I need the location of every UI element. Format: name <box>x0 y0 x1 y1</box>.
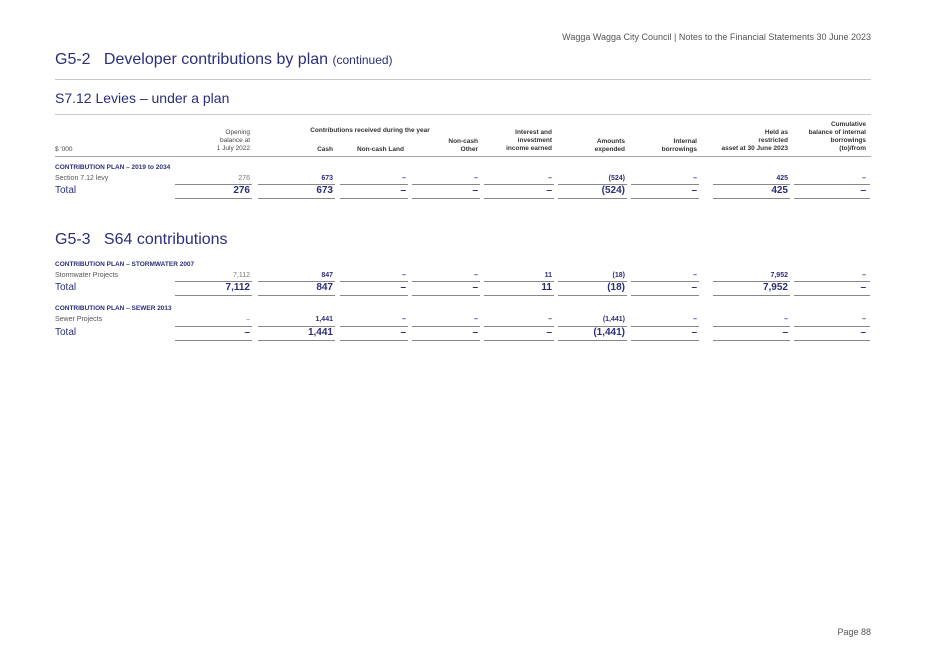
total-rule <box>794 281 870 282</box>
cell-interest: 11 <box>544 272 552 279</box>
cell-noncash-land: – <box>402 316 406 323</box>
cell-internal: – <box>693 272 697 279</box>
total-rule <box>340 184 408 185</box>
section-title-g5-3 <box>55 231 228 249</box>
total-rule <box>558 340 627 341</box>
document-header: Wagga Wagga City Council | Notes to the Financial Statements 30 June 2023 <box>562 32 871 42</box>
total-cash: 1,441 <box>307 327 333 338</box>
subsection-divider <box>55 114 871 115</box>
total-rule <box>412 340 480 341</box>
total-interest: – <box>546 185 552 196</box>
total-rule <box>794 295 870 296</box>
total-rule <box>258 340 335 341</box>
cell-cumulative: – <box>862 316 866 323</box>
section-heading: Developer contributions by plan <box>103 51 329 68</box>
row-label: Sewer Projects <box>55 316 103 323</box>
total-rule <box>631 340 699 341</box>
total-cumulative: – <box>860 327 866 338</box>
cell-cumulative: – <box>862 272 866 279</box>
expended-header: Amounts expended <box>594 138 625 153</box>
total-cumulative: – <box>860 282 866 293</box>
total-expended: (1,441) <box>593 327 625 338</box>
total-rule <box>631 198 699 199</box>
total-rule <box>484 326 554 327</box>
total-rule <box>794 340 870 341</box>
total-rule <box>175 295 252 296</box>
total-rule <box>484 198 554 199</box>
section-divider <box>55 79 871 80</box>
total-rule <box>175 326 252 327</box>
section-title-g5-2 <box>55 51 393 69</box>
total-rule <box>412 281 480 282</box>
total-rule <box>794 198 870 199</box>
total-rule <box>484 340 554 341</box>
total-opening: – <box>244 327 250 338</box>
total-rule <box>340 295 408 296</box>
total-rule <box>713 281 790 282</box>
cell-held: 425 <box>776 175 788 182</box>
row-label: Stormwater Projects <box>55 272 119 279</box>
total-held: 425 <box>771 185 788 196</box>
total-noncash-land: – <box>400 327 406 338</box>
total-rule <box>794 184 870 185</box>
total-rule <box>484 295 554 296</box>
total-noncash-other: – <box>472 327 478 338</box>
plan-heading: CONTRIBUTION PLAN – STORMWATER 2007 <box>55 261 195 268</box>
cell-noncash-other: – <box>474 272 478 279</box>
header-rule <box>55 156 871 157</box>
total-cumulative: – <box>860 185 866 196</box>
total-rule <box>558 184 627 185</box>
held-header: Held as restricted asset at 30 June 2023 <box>721 129 788 152</box>
cell-noncash-land: – <box>402 175 406 182</box>
total-rule <box>412 295 480 296</box>
cell-cash: 847 <box>321 272 333 279</box>
cell-internal: – <box>693 175 697 182</box>
section-suffix: (continued) <box>332 53 393 67</box>
section-heading: S64 contributions <box>103 231 228 248</box>
contributions-group-header: Contributions received during the year <box>310 127 430 134</box>
section-number: G5-3 <box>55 231 91 248</box>
unit-header: $ '000 <box>55 146 73 153</box>
cell-internal: – <box>693 316 697 323</box>
total-label: Total <box>55 185 77 196</box>
cell-opening: 7,112 <box>233 272 250 279</box>
total-rule <box>631 326 699 327</box>
total-rule <box>558 295 627 296</box>
noncash-other-header: Non-cash Other <box>448 138 478 153</box>
total-rule <box>340 281 408 282</box>
cell-expended: (18) <box>612 272 625 279</box>
total-noncash-other: – <box>472 185 478 196</box>
plan-heading: CONTRIBUTION PLAN – 2019 to 2034 <box>55 164 171 171</box>
total-label: Total <box>55 282 77 293</box>
total-expended: (524) <box>601 185 625 196</box>
total-rule <box>412 198 480 199</box>
cell-held: – <box>784 316 788 323</box>
total-rule <box>175 198 252 199</box>
total-interest: – <box>546 327 552 338</box>
total-rule <box>713 326 790 327</box>
total-noncash-land: – <box>400 185 406 196</box>
total-rule <box>412 326 480 327</box>
total-rule <box>713 295 790 296</box>
cumulative-header: Cumulative balance of internal borrowings (to)/from <box>808 121 866 152</box>
internal-header: Internal borrowings <box>661 138 697 153</box>
total-held: – <box>782 327 788 338</box>
total-rule <box>340 326 408 327</box>
cell-noncash-other: – <box>474 175 478 182</box>
total-rule <box>340 340 408 341</box>
total-rule <box>340 198 408 199</box>
section-number: G5-2 <box>55 51 91 68</box>
cell-noncash-land: – <box>402 272 406 279</box>
total-internal: – <box>691 327 697 338</box>
total-rule <box>258 326 335 327</box>
cell-cumulative: – <box>862 175 866 182</box>
total-rule <box>794 326 870 327</box>
cell-interest: – <box>548 175 552 182</box>
total-rule <box>258 281 335 282</box>
total-noncash-land: – <box>400 282 406 293</box>
total-noncash-other: – <box>472 282 478 293</box>
cell-opening: – <box>246 316 250 323</box>
total-rule <box>412 184 480 185</box>
cash-header: Cash <box>317 146 333 153</box>
cell-expended: (524) <box>608 175 625 182</box>
total-interest: 11 <box>541 282 552 293</box>
row-label: Section 7.12 levy <box>55 175 109 182</box>
opening-header: Opening balance at 1 July 2022 <box>216 129 250 152</box>
total-rule <box>484 281 554 282</box>
total-rule <box>713 340 790 341</box>
cell-cash: 1,441 <box>315 316 333 323</box>
cell-cash: 673 <box>321 175 333 182</box>
plan-heading: CONTRIBUTION PLAN – SEWER 2013 <box>55 305 172 312</box>
total-rule <box>175 340 252 341</box>
total-cash: 847 <box>316 282 333 293</box>
total-opening: 7,112 <box>225 282 250 293</box>
total-rule <box>484 184 554 185</box>
total-rule <box>631 281 699 282</box>
cell-held: 7,952 <box>770 272 788 279</box>
cell-expended: (1,441) <box>602 316 625 323</box>
total-rule <box>258 198 335 199</box>
cell-interest: – <box>548 316 552 323</box>
subsection-title: S7.12 Levies – under a plan <box>55 90 230 106</box>
total-cash: 673 <box>316 185 333 196</box>
total-rule <box>631 184 699 185</box>
cell-opening: 276 <box>238 175 250 182</box>
total-rule <box>558 198 627 199</box>
total-rule <box>258 184 335 185</box>
total-opening: 276 <box>233 185 250 196</box>
total-rule <box>713 184 790 185</box>
total-expended: (18) <box>607 282 625 293</box>
total-rule <box>558 326 627 327</box>
total-rule <box>175 184 252 185</box>
total-rule <box>258 295 335 296</box>
total-label: Total <box>55 327 77 338</box>
total-internal: – <box>691 185 697 196</box>
total-held: 7,952 <box>762 282 788 293</box>
page-number: Page 88 <box>837 627 871 637</box>
total-rule <box>558 281 627 282</box>
interest-header: Interest and investment income earned <box>506 129 552 152</box>
cell-noncash-other: – <box>474 316 478 323</box>
total-rule <box>631 295 699 296</box>
total-internal: – <box>691 282 697 293</box>
total-rule <box>175 281 252 282</box>
noncash-land-header: Non-cash Land <box>357 146 404 153</box>
total-rule <box>713 198 790 199</box>
